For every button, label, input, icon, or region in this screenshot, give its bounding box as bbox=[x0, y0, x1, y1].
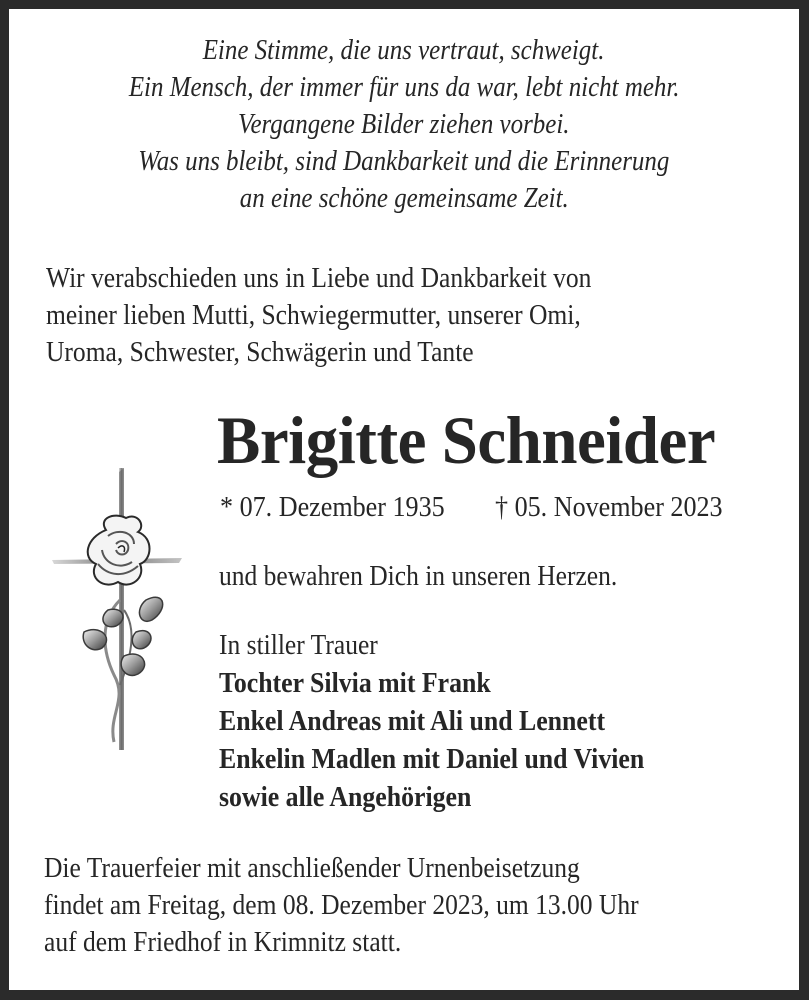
death-date: † 05. November 2023 bbox=[495, 491, 723, 523]
poem-line: Vergangene Bilder ziehen vorbei. bbox=[238, 108, 570, 140]
mourner-name: Tochter Silvia mit Frank bbox=[219, 667, 491, 699]
poem-line: Ein Mensch, der immer für uns da war, lebt nicht mehr. bbox=[128, 71, 680, 103]
intro-line: meiner lieben Mutti, Schwiegermutter, unserer Omi, bbox=[46, 299, 581, 331]
funeral-line: Die Trauerfeier mit anschließender Urnenbeisetzung bbox=[44, 852, 580, 884]
birth-date: * 07. Dezember 1935 bbox=[220, 491, 445, 523]
poem-line: an eine schöne gemeinsame Zeit. bbox=[239, 182, 569, 214]
funeral-line: auf dem Friedhof in Krimnitz statt. bbox=[44, 926, 402, 958]
closing-line: und bewahren Dich in unseren Herzen. bbox=[219, 560, 618, 592]
mourner-name: Enkelin Madlen mit Daniel und Vivien bbox=[219, 743, 645, 775]
mourner-name: Enkel Andreas mit Ali und Lennett bbox=[219, 705, 606, 737]
deceased-name: Brigitte Schneider bbox=[217, 402, 716, 478]
poem-line: Was uns bleibt, sind Dankbarkeit und die Erinnerung bbox=[138, 145, 670, 177]
cross-with-rose-icon bbox=[42, 460, 182, 750]
mourner-name: sowie alle Angehörigen bbox=[219, 781, 472, 813]
funeral-line: findet am Freitag, dem 08. Dezember 2023, um 13.00 Uhr bbox=[44, 889, 639, 921]
obituary-notice bbox=[9, 9, 799, 990]
intro-line: Wir verabschieden uns in Liebe und Dankbarkeit von bbox=[46, 262, 592, 294]
mourners-heading: In stiller Trauer bbox=[219, 629, 378, 661]
poem-line: Eine Stimme, die uns vertraut, schweigt. bbox=[203, 34, 605, 66]
intro-line: Uroma, Schwester, Schwägerin und Tante bbox=[46, 336, 474, 368]
